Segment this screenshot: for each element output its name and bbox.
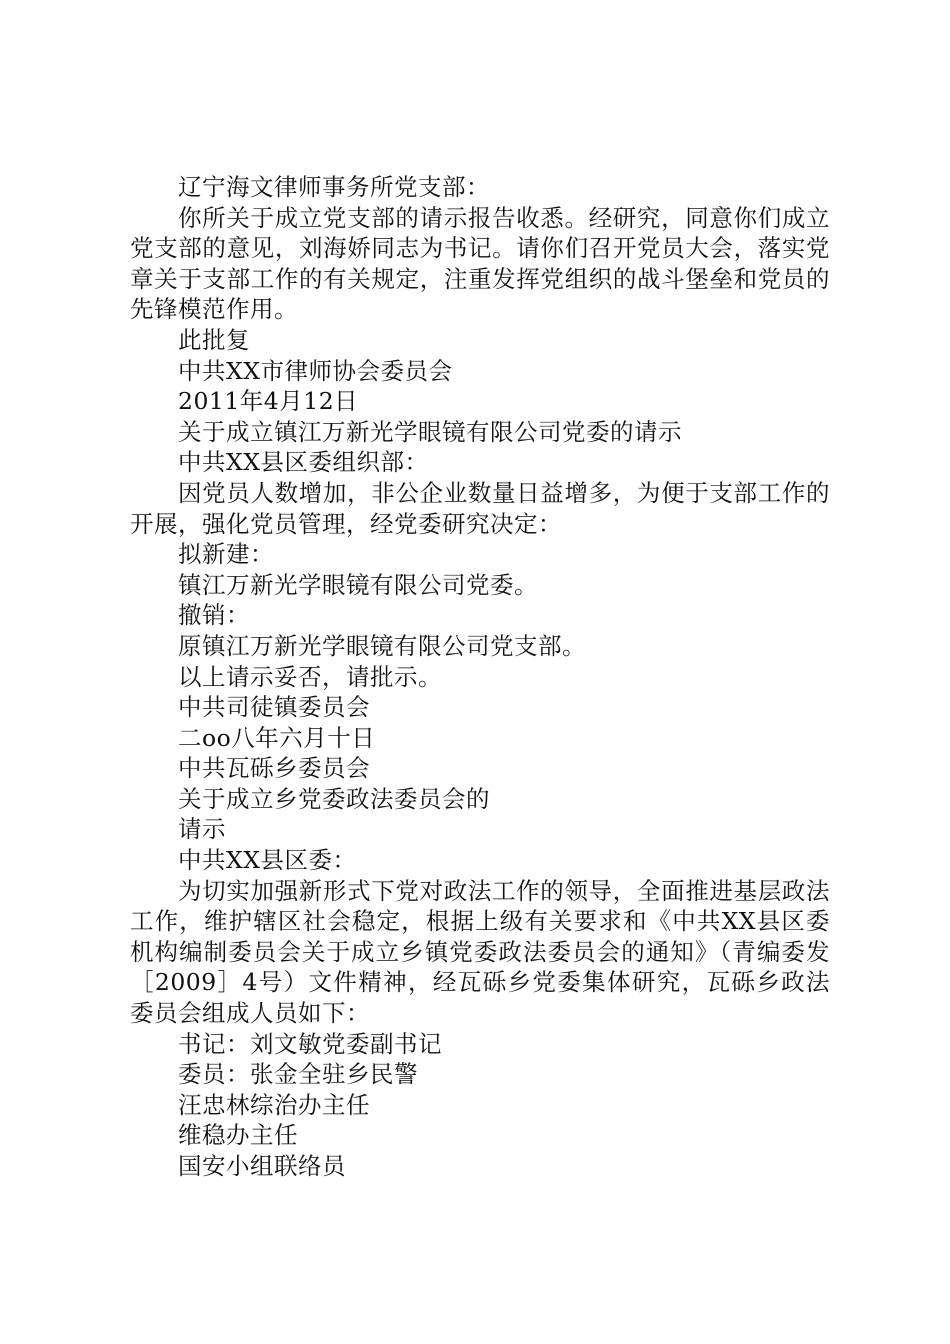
salutation-county-committee: 中共XX县区委： [178,846,357,875]
proposed-new-label: 拟新建： [178,540,274,569]
document-body [130,172,830,1182]
revoke-item: 原镇江万新光学眼镜有限公司党支部。 [178,631,586,660]
revoke-label: 撤销： [178,601,250,630]
request-closing: 以上请示妥否，请批示。 [178,662,442,691]
reply-closing: 此批复 [178,325,250,354]
proposed-new-item: 镇江万新光学眼镜有限公司党委。 [178,570,538,599]
request-title-suffix: 请示 [178,815,226,844]
salutation-organization-dept: 中共XX县区委组织部： [178,448,429,477]
date-2011: 2011年4月12日 [178,387,359,416]
date-2008: 二oo八年六月十日 [178,723,376,752]
member-secretary: 书记：刘文敏党委副书记 [178,1029,442,1058]
signature-lawyers-association: 中共XX市律师协会委员会 [178,356,453,385]
request-title-party-committee: 关于成立镇江万新光学眼镜有限公司党委的请示 [178,417,682,446]
reply-paragraph: 你所关于成立党支部的请示报告收悉。经研究，同意你们成立党支部的意见，刘海娇同志为书记。请你们召开党员大会，落实党章关于支部工作的有关规定，注重发挥党组织的战斗堡垒和党员的先锋模范作用。 [130,203,830,324]
political-legal-paragraph: 为切实加强新形式下党对政法工作的领导，全面推进基层政法工作，维护辖区社会稳定，根据上级有关要求和《中共XX县区委机构编制委员会关于成立乡镇党委政法委员会的通知》（青编委发［2009］4号）文件精神，经瓦砾乡党委集体研究，瓦砾乡政法委员会组成人员如下： [130,876,830,1028]
member-comprehensive-office: 汪忠林综治办主任 [178,1090,370,1119]
signature-situ-town: 中共司徒镇委员会 [178,693,370,722]
salutation-law-firm: 辽宁海文律师事务所党支部： [178,173,490,201]
member-stability-office: 维稳办主任 [178,1121,298,1150]
issuer-wali-township: 中共瓦砾乡委员会 [178,754,370,783]
request-title-political-legal: 关于成立乡党委政法委员会的 [178,784,490,813]
member-security-liaison: 国安小组联络员 [178,1152,346,1180]
member-police: 委员：张金全驻乡民警 [178,1060,418,1089]
request-reason-paragraph: 因党员人数增加，非公企业数量日益增多，为便于支部工作的开展，强化党员管理，经党委研究决定： [130,478,830,538]
